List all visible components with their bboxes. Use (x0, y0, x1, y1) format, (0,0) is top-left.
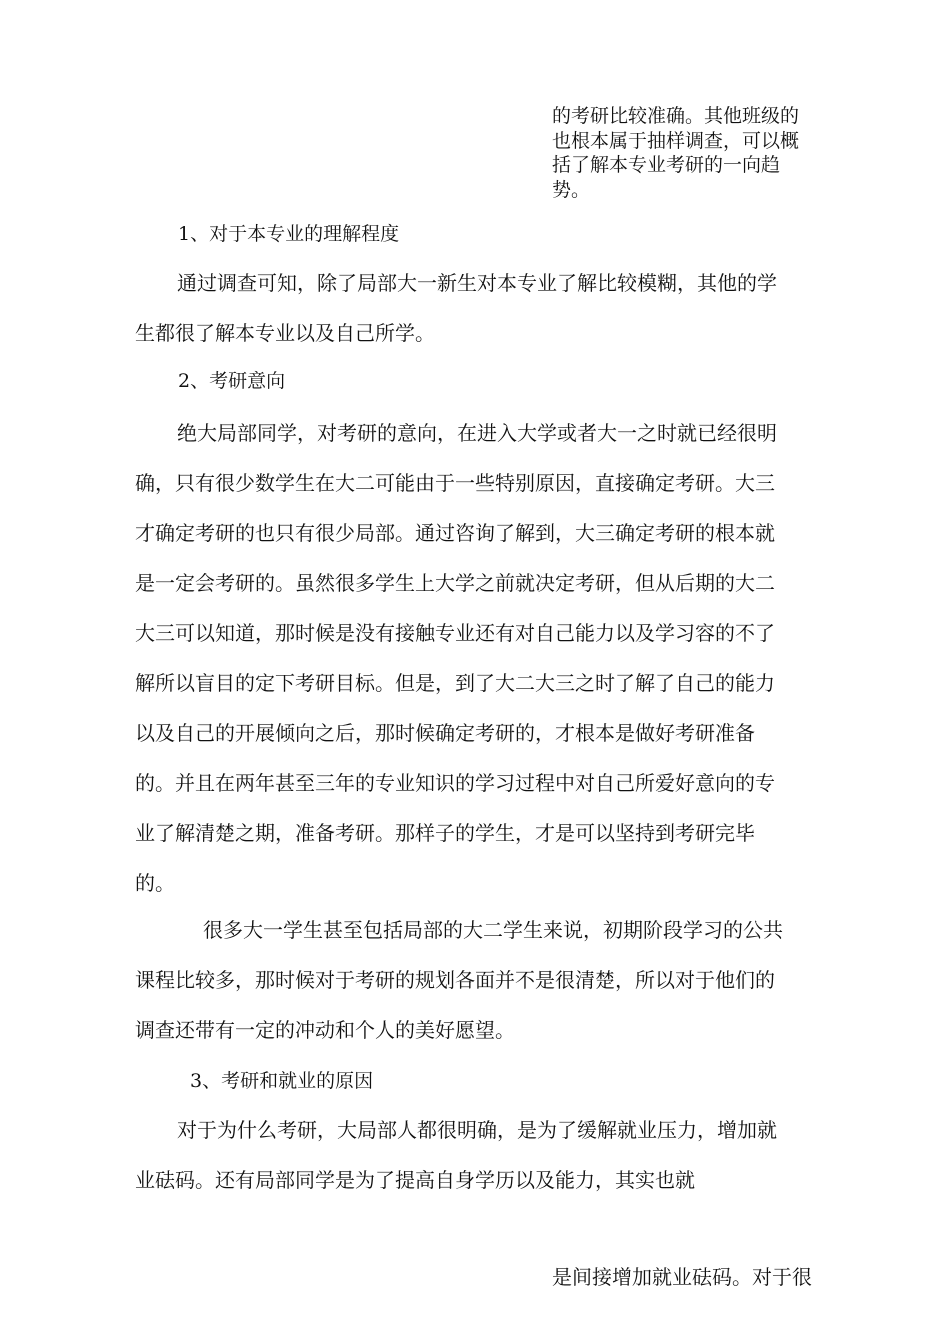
section-heading-3: 3、考研和就业的原因 (190, 1070, 374, 1092)
paragraph-line: 大三可以知道，那时候是没有接触专业还有对自己能力以及学习容的不了 (135, 621, 775, 645)
paragraph-line: 通过调查可知，除了局部大一新生对本专业了解比较模糊，其他的学 (177, 271, 777, 295)
paragraph-line: 是一定会考研的。虽然很多学生上大学之前就决定考研，但从后期的大二 (135, 571, 775, 595)
paragraph-line: 的考研比较准确。其他班级的 (552, 105, 800, 127)
section2-extra-paragraph (135, 905, 835, 1055)
paragraph-line: 以及自己的开展倾向之后，那时候确定考研的，才根本是做好考研准备 (135, 721, 755, 745)
section-heading-1: 1、对于本专业的理解程度 (178, 223, 400, 245)
section3-paragraph (135, 1105, 835, 1205)
paragraph-line: 解所以盲目的定下考研目标。但是，到了大二大三之时了解了自己的能力 (135, 671, 775, 695)
paragraph-line: 业砝码。还有局部同学是为了提高自身学历以及能力，其实也就 (135, 1168, 695, 1192)
paragraph-line: 括了解本专业考研的一向趋 (552, 154, 781, 176)
paragraph-line: 对于为什么考研，大局部人都很明确，是为了缓解就业压力，增加就 (177, 1118, 777, 1142)
section1-paragraph (135, 258, 835, 358)
paragraph-line: 业了解清楚之期，准备考研。那样子的学生，才是可以坚持到考研完毕 (135, 821, 755, 845)
paragraph-line: 才确定考研的也只有很少局部。通过咨询了解到，大三确定考研的根本就 (135, 521, 775, 545)
paragraph-line: 的。 (135, 871, 175, 895)
paragraph-line: 绝大局部同学，对考研的意向，在进入大学或者大一之时就已经很明 (177, 421, 777, 445)
paragraph-line: 课程比较多，那时候对于考研的规划各面并不是很清楚，所以对于他们的 (135, 968, 775, 992)
paragraph-line: 确，只有很少数学生在大二可能由于一些特别原因，直接确定考研。大三 (135, 471, 775, 495)
paragraph-line: 也根本属于抽样调查，可以概 (552, 129, 800, 152)
paragraph-line: 调查还带有一定的冲动和个人的美好愿望。 (135, 1018, 515, 1042)
paragraph-line: 生都很了解本专业以及自己所学。 (135, 321, 435, 345)
bottom-fragment-line: 是间接增加就业砝码。对于很 (552, 1265, 812, 1289)
paragraph-line: 很多大一学生甚至包括局部的大二学生来说，初期阶段学习的公共 (203, 918, 783, 942)
section2-paragraph (135, 408, 835, 908)
top-right-paragraph (552, 104, 842, 202)
section-heading-2: 2、考研意向 (178, 370, 286, 392)
paragraph-line: 势。 (552, 178, 591, 201)
paragraph-line: 的。并且在两年甚至三年的专业知识的学习过程中对自己所爱好意向的专 (135, 771, 775, 795)
